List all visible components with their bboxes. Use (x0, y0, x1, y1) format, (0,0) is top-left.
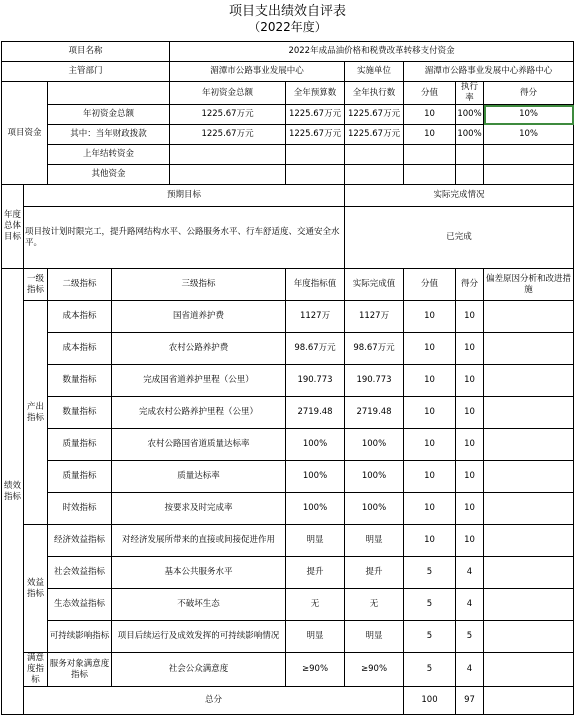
score-cell[interactable]: 10 (456, 333, 484, 365)
weight-cell[interactable]: 10 (404, 365, 456, 397)
indicators-header: 年度指标值 (286, 269, 345, 301)
indicators-header: 得分 (456, 269, 484, 301)
level3-cell: 社会公众满意度 (112, 653, 286, 687)
funds-cell[interactable]: 1225.67万元 (345, 105, 404, 125)
funds-row-label: 上年结转资金 (48, 145, 170, 165)
score-cell[interactable]: 5 (456, 621, 484, 653)
weight-cell[interactable]: 10 (404, 333, 456, 365)
level2-cell: 数量指标 (48, 397, 112, 429)
funds-row-label: 年初资金总额 (48, 105, 170, 125)
total-blank (484, 687, 574, 715)
funds-header-blank (48, 82, 170, 105)
level3-cell: 对经济发展所带来的直接或间接促进作用 (112, 525, 286, 557)
project-name-value[interactable]: 2022年成品油价格和税费改革转移支付资金 (170, 42, 574, 62)
deviation-cell[interactable] (484, 301, 574, 333)
funds-cell[interactable] (456, 145, 484, 165)
funds-cell[interactable]: 100% (456, 105, 484, 125)
level3-cell: 项目后续运行及成效发挥的可持续影响情况 (112, 621, 286, 653)
actual-cell[interactable]: 提升 (345, 557, 404, 589)
indicators-label: 绩效指标 (2, 269, 24, 715)
indicators-header: 实际完成值 (345, 269, 404, 301)
weight-cell[interactable]: 5 (404, 621, 456, 653)
funds-cell[interactable]: 1225.67万元 (170, 125, 286, 145)
funds-header: 得分 (484, 82, 574, 105)
level2-cell: 可持续影响指标 (48, 621, 112, 653)
funds-cell[interactable] (484, 165, 574, 185)
indicators-header: 偏差原因分析和改进措施 (484, 269, 574, 301)
score-cell[interactable]: 10 (456, 397, 484, 429)
level3-cell: 农村公路养护费 (112, 333, 286, 365)
page-title: 项目支出绩效自评表 (228, 4, 346, 19)
deviation-cell[interactable] (484, 333, 574, 365)
target-cell[interactable]: ≥90% (286, 653, 345, 687)
funds-cell-selected[interactable]: 10% (484, 105, 574, 125)
score-cell[interactable]: 4 (456, 557, 484, 589)
actual-cell[interactable]: 100% (345, 429, 404, 461)
funds-cell[interactable]: 100% (456, 125, 484, 145)
funds-cell[interactable] (286, 145, 345, 165)
funds-row-label: 其他资金 (48, 165, 170, 185)
dept-value[interactable]: 湄潭市公路事业发展中心 (170, 62, 345, 82)
score-cell[interactable]: 10 (456, 301, 484, 333)
level2-cell: 经济效益指标 (48, 525, 112, 557)
level2-cell: 服务对象满意度指标 (48, 653, 112, 687)
level2-cell: 质量指标 (48, 429, 112, 461)
level3-cell: 质量达标率 (112, 461, 286, 493)
score-cell[interactable]: 10 (456, 461, 484, 493)
total-score: 97 (456, 687, 484, 715)
funds-cell[interactable] (456, 165, 484, 185)
target-cell[interactable]: 100% (286, 461, 345, 493)
indicators-header: 三级指标 (112, 269, 286, 301)
score-cell[interactable]: 10 (456, 525, 484, 557)
funds-label: 项目资金 (2, 82, 48, 185)
funds-cell[interactable] (286, 165, 345, 185)
goals-actual-text[interactable]: 已完成 (345, 207, 574, 269)
target-cell[interactable]: 100% (286, 429, 345, 461)
weight-cell[interactable]: 10 (404, 461, 456, 493)
weight-cell[interactable]: 10 (404, 301, 456, 333)
weight-cell[interactable]: 10 (404, 429, 456, 461)
deviation-cell[interactable] (484, 429, 574, 461)
funds-cell[interactable] (345, 165, 404, 185)
actual-cell[interactable]: 100% (345, 493, 404, 525)
actual-cell[interactable]: 100% (345, 461, 404, 493)
actual-cell[interactable]: 无 (345, 589, 404, 621)
score-cell[interactable]: 10 (456, 493, 484, 525)
level3-cell: 完成农村公路养护里程（公里） (112, 397, 286, 429)
indicators-header: 二级指标 (48, 269, 112, 301)
deviation-cell[interactable] (484, 621, 574, 653)
deviation-cell[interactable] (484, 525, 574, 557)
level2-cell: 时效指标 (48, 493, 112, 525)
score-cell[interactable]: 4 (456, 653, 484, 687)
level2-cell: 质量指标 (48, 461, 112, 493)
group-label-satisfaction: 满意度指标 (24, 653, 48, 687)
funds-cell[interactable] (484, 145, 574, 165)
impl-label: 实施单位 (345, 62, 404, 82)
group-label-benefit: 效益指标 (24, 525, 48, 653)
funds-header: 全年执行数 (345, 82, 404, 105)
goals-label: 年度总体目标 (2, 185, 24, 269)
target-cell[interactable]: 无 (286, 589, 345, 621)
level2-cell: 生态效益指标 (48, 589, 112, 621)
actual-cell[interactable]: 190.773 (345, 365, 404, 397)
target-cell[interactable]: 2719.48 (286, 397, 345, 429)
dept-label: 主管部门 (2, 62, 170, 82)
indicators-header: 一级指标 (24, 269, 48, 301)
deviation-cell[interactable] (484, 653, 574, 687)
level2-cell: 成本指标 (48, 301, 112, 333)
impl-value[interactable]: 湄潭市公路事业发展中心养路中心 (404, 62, 574, 82)
level2-cell: 社会效益指标 (48, 557, 112, 589)
deviation-cell[interactable] (484, 589, 574, 621)
weight-cell[interactable]: 10 (404, 525, 456, 557)
funds-cell[interactable] (404, 145, 456, 165)
funds-header: 年初资金总额 (170, 82, 286, 105)
funds-cell[interactable]: 1225.67万元 (345, 125, 404, 145)
group-label-output: 产出指标 (24, 301, 48, 525)
deviation-cell[interactable] (484, 461, 574, 493)
target-cell[interactable]: 明显 (286, 621, 345, 653)
weight-cell[interactable]: 10 (404, 397, 456, 429)
funds-cell[interactable] (170, 165, 286, 185)
weight-cell[interactable]: 10 (404, 493, 456, 525)
deviation-cell[interactable] (484, 557, 574, 589)
deviation-cell[interactable] (484, 493, 574, 525)
funds-cell[interactable]: 1225.67万元 (170, 105, 286, 125)
target-cell[interactable]: 明显 (286, 525, 345, 557)
goals-expected-header: 预期目标 (24, 185, 345, 207)
funds-cell[interactable] (170, 145, 286, 165)
project-name-label: 项目名称 (2, 42, 170, 62)
score-cell[interactable]: 10 (456, 429, 484, 461)
funds-cell[interactable]: 10% (484, 125, 574, 145)
funds-cell[interactable]: 1225.67万元 (286, 105, 345, 125)
target-cell[interactable]: 提升 (286, 557, 345, 589)
total-label: 总分 (24, 687, 404, 715)
score-cell[interactable]: 10 (456, 365, 484, 397)
level3-cell: 按要求及时完成率 (112, 493, 286, 525)
target-cell[interactable]: 98.67万元 (286, 333, 345, 365)
level3-cell: 农村公路国省道质量达标率 (112, 429, 286, 461)
weight-cell[interactable]: 5 (404, 557, 456, 589)
goals-expected-text[interactable]: 项目按计划时限完工，提升路网结构水平、公路服务水平、行车舒适度、交通安全水平。 (24, 207, 345, 269)
goals-actual-header: 实际完成情况 (345, 185, 574, 207)
total-weight: 100 (404, 687, 456, 715)
funds-cell[interactable] (404, 165, 456, 185)
funds-header: 执行率 (456, 82, 484, 105)
funds-cell[interactable] (345, 145, 404, 165)
level3-cell: 国省道养护费 (112, 301, 286, 333)
level3-cell: 基本公共服务水平 (112, 557, 286, 589)
page-subtitle: （2022年度） (248, 20, 327, 34)
indicators-header: 分值 (404, 269, 456, 301)
weight-cell[interactable]: 5 (404, 589, 456, 621)
funds-header: 全年预算数 (286, 82, 345, 105)
funds-row-label: 其中：当年财政拨款 (48, 125, 170, 145)
actual-cell[interactable]: 明显 (345, 525, 404, 557)
target-cell[interactable]: 190.773 (286, 365, 345, 397)
actual-cell[interactable]: 98.67万元 (345, 333, 404, 365)
weight-cell[interactable]: 5 (404, 653, 456, 687)
level2-cell: 数量指标 (48, 365, 112, 397)
actual-cell[interactable]: ≥90% (345, 653, 404, 687)
deviation-cell[interactable] (484, 365, 574, 397)
actual-cell[interactable]: 明显 (345, 621, 404, 653)
funds-cell[interactable]: 10 (404, 125, 456, 145)
level3-cell: 完成国省道养护里程（公里） (112, 365, 286, 397)
funds-header: 分值 (404, 82, 456, 105)
level3-cell: 不破坏生态 (112, 589, 286, 621)
score-cell[interactable]: 4 (456, 589, 484, 621)
target-cell[interactable]: 100% (286, 493, 345, 525)
actual-cell[interactable]: 1127万 (345, 301, 404, 333)
actual-cell[interactable]: 2719.48 (345, 397, 404, 429)
funds-cell[interactable]: 1225.67万元 (286, 125, 345, 145)
level2-cell: 成本指标 (48, 333, 112, 365)
deviation-cell[interactable] (484, 397, 574, 429)
evaluation-table (1, 41, 574, 715)
funds-cell[interactable]: 10 (404, 105, 456, 125)
target-cell[interactable]: 1127万 (286, 301, 345, 333)
